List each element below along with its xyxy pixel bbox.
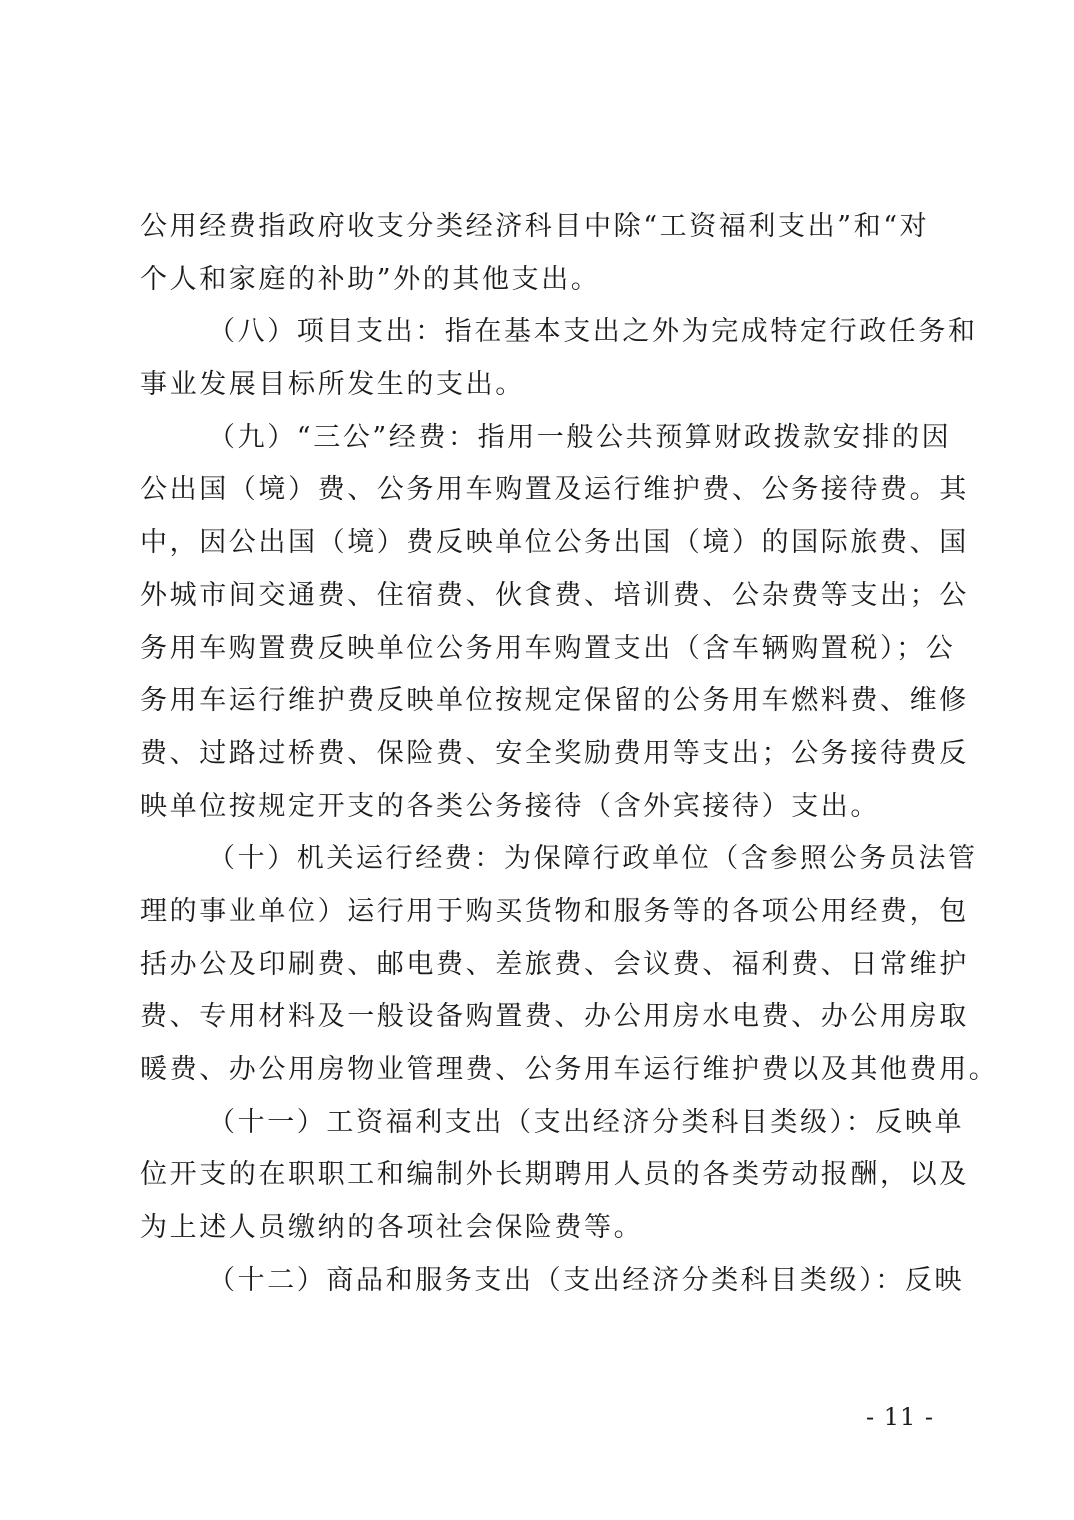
text-line: 务用车购置费反映单位公务用车购置支出（含车辆购置税）；公 [140, 632, 956, 664]
paragraph-heading-line: （十一）工资福利支出（支出经济分类科目类级）：反映单 [208, 1106, 965, 1138]
text-line: 费、专用材料及一般设备购置费、办公用房水电费、办公用房取 [140, 1001, 969, 1033]
paragraph-heading-line: （九）“三公”经费：指用一般公共预算财政拨款安排的因 [208, 421, 952, 453]
text-line: 为上述人员缴纳的各项社会保险费等。 [140, 1212, 644, 1244]
paragraph-heading-line: （八）项目支出：指在基本支出之外为完成特定行政任务和 [208, 316, 978, 348]
paragraph-heading-line: （十）机关运行经费：为保障行政单位（含参照公务员法管 [208, 843, 978, 875]
text-line: 理的事业单位）运行用于购买货物和服务等的各项公用经费，包 [140, 895, 969, 927]
paragraph-heading-line: （十二）商品和服务支出（支出经济分类科目类级）：反映 [208, 1264, 965, 1296]
text-line: 公用经费指政府收支分类经济科目中除“工资福利支出”和“对 [140, 211, 930, 242]
text-line: 事业发展目标所发生的支出。 [140, 369, 525, 401]
text-line: 映单位按规定开支的各类公务接待（含外宾接待）支出。 [140, 790, 880, 822]
text-line: 公出国（境）费、公务用车购置及运行维护费、公务接待费。其 [140, 474, 969, 506]
text-line: 中，因公出国（境）费反映单位公务出国（境）的国际旅费、国 [140, 527, 969, 559]
text-line: 外城市间交通费、住宿费、伙食费、培训费、公杂费等支出；公 [140, 579, 969, 611]
text-line: 括办公及印刷费、邮电费、差旅费、会议费、福利费、日常维护 [140, 948, 969, 980]
text-line: 个人和家庭的补助”外的其他支出。 [140, 263, 601, 295]
text-line: 暖费、办公用房物业管理费、公务用车运行维护费以及其他费用。 [140, 1054, 999, 1085]
page-number: - 11 - [865, 1403, 934, 1431]
text-line: 费、过路过桥费、保险费、安全奖励费用等支出；公务接待费反 [140, 737, 969, 769]
document-body [140, 201, 999, 1307]
text-line: 务用车运行维护费反映单位按规定保留的公务用车燃料费、维修 [140, 685, 969, 717]
text-line: 位开支的在职职工和编制外长期聘用人员的各类劳动报酬，以及 [140, 1159, 969, 1191]
